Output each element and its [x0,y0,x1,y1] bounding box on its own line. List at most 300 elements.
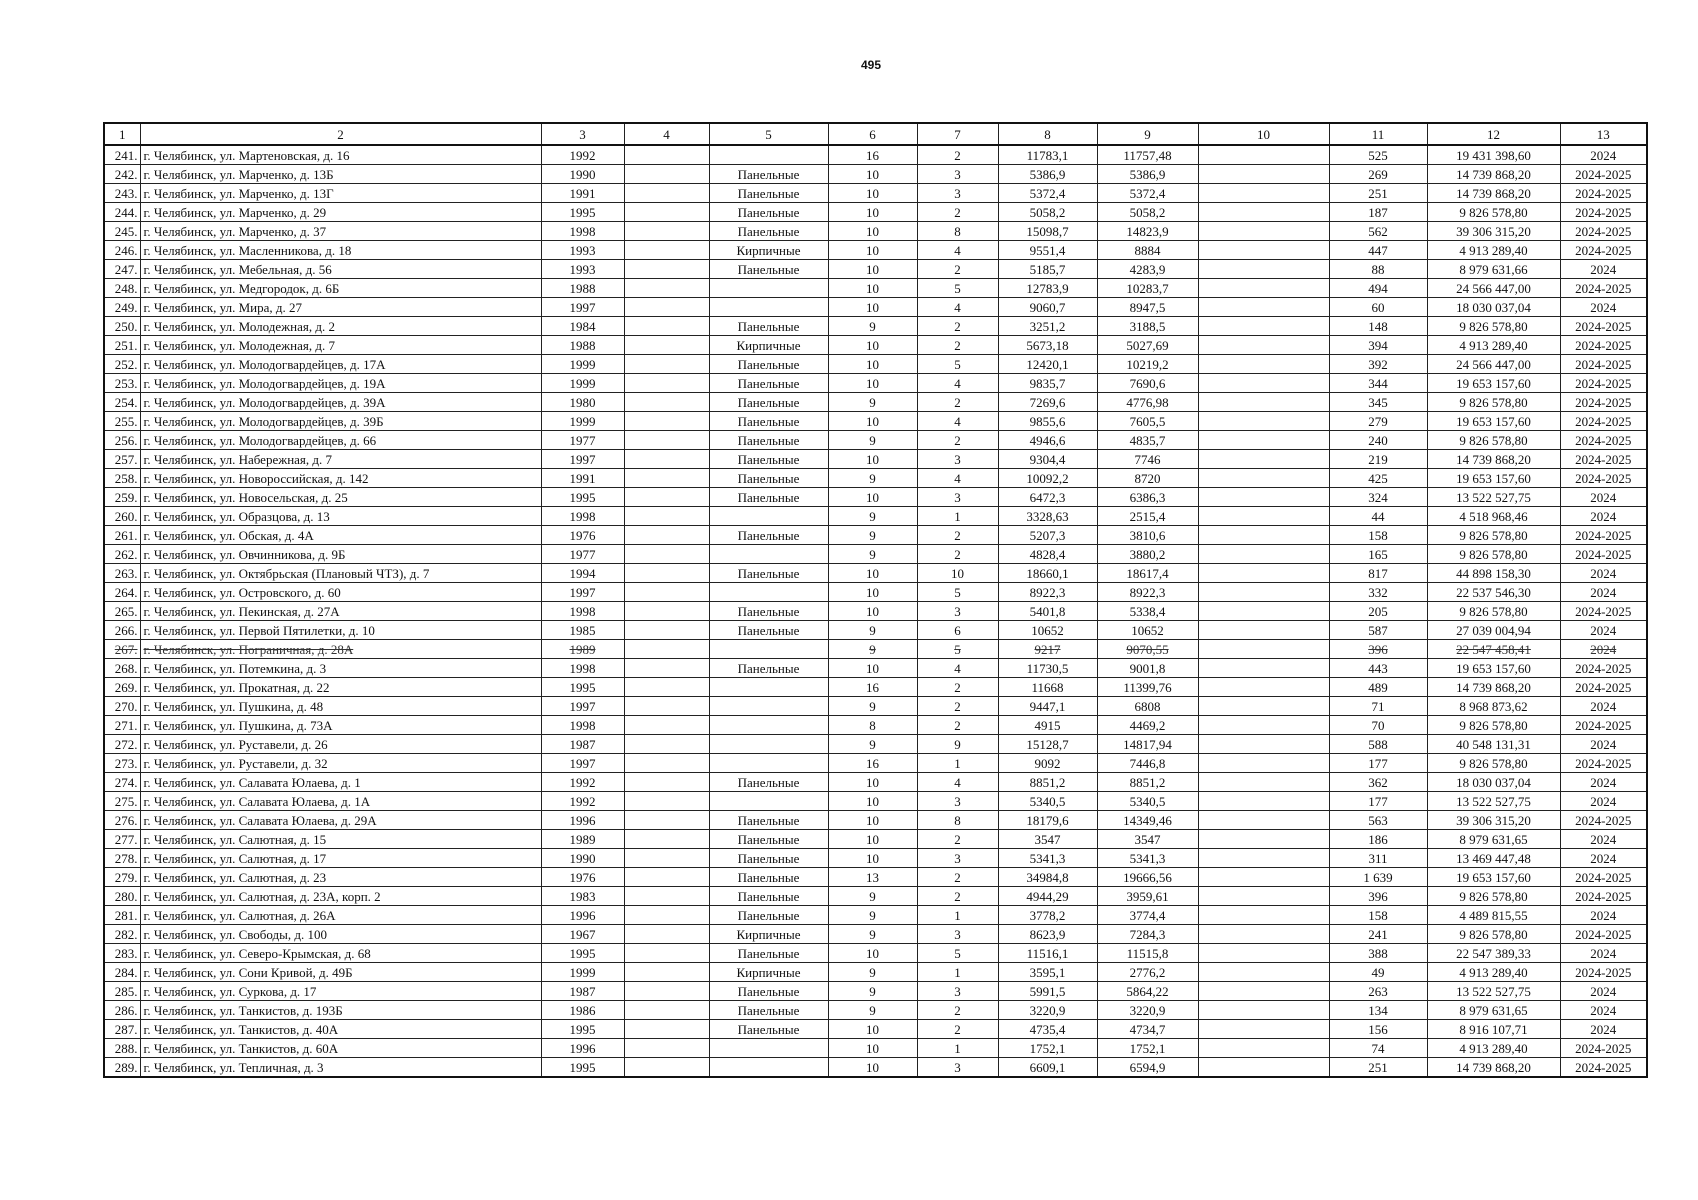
cell-year: 1998 [541,222,624,241]
cell-col-8: 5185,7 [998,260,1097,279]
cell-col-4 [624,145,709,165]
cell-col-9: 8947,5 [1097,298,1198,317]
table-row [104,336,1647,355]
cell-row-number: 284. [104,963,140,982]
cell-col-11: 494 [1329,279,1427,298]
cell-floors: 9 [828,982,917,1001]
cell-wall-material: Панельные [709,602,828,621]
cell-address: г. Челябинск, ул. Овчинникова, д. 9Б [140,545,541,564]
cell-col-9: 5340,5 [1097,792,1198,811]
cell-col-11: 396 [1329,887,1427,906]
cell-col-11: 88 [1329,260,1427,279]
table-row [104,754,1647,773]
cell-floors: 10 [828,298,917,317]
cell-col-4 [624,621,709,640]
table-row [104,811,1647,830]
cell-row-number: 252. [104,355,140,374]
cell-year: 1992 [541,792,624,811]
cell-col-9: 5386,9 [1097,165,1198,184]
cell-col-9: 8922,3 [1097,583,1198,602]
cell-col-9: 7746 [1097,450,1198,469]
cell-col-13: 2024 [1560,944,1647,963]
cell-address: г. Челябинск, ул. Салютная, д. 15 [140,830,541,849]
cell-address: г. Челябинск, ул. Сони Кривой, д. 49Б [140,963,541,982]
cell-col-10 [1198,982,1329,1001]
cell-floors: 9 [828,735,917,754]
cell-entrances: 3 [917,792,998,811]
cell-col-8: 8623,9 [998,925,1097,944]
cell-col-12: 24 566 447,00 [1427,279,1560,298]
cell-col-8: 5991,5 [998,982,1097,1001]
cell-row-number: 259. [104,488,140,507]
table-row [104,830,1647,849]
cell-col-4 [624,317,709,336]
cell-entrances: 1 [917,754,998,773]
cell-col-12: 19 653 157,60 [1427,868,1560,887]
cell-col-12: 19 653 157,60 [1427,412,1560,431]
cell-col-13: 2024-2025 [1560,716,1647,735]
cell-col-9: 9070,55 [1097,640,1198,659]
column-header-3: 3 [541,123,624,145]
cell-wall-material: Панельные [709,317,828,336]
cell-col-13: 2024 [1560,906,1647,925]
cell-entrances: 8 [917,222,998,241]
cell-year: 1995 [541,678,624,697]
table-row [104,412,1647,431]
cell-address: г. Челябинск, ул. Салавата Юлаева, д. 1 [140,773,541,792]
cell-address: г. Челябинск, ул. Молодогвардейцев, д. 19А [140,374,541,393]
cell-entrances: 4 [917,374,998,393]
cell-col-11: 156 [1329,1020,1427,1039]
table-row [104,241,1647,260]
cell-col-4 [624,412,709,431]
cell-entrances: 2 [917,678,998,697]
cell-entrances: 2 [917,260,998,279]
cell-address: г. Челябинск, ул. Руставели, д. 26 [140,735,541,754]
cell-col-12: 4 489 815,55 [1427,906,1560,925]
table-row [104,431,1647,450]
cell-col-10 [1198,697,1329,716]
cell-col-13: 2024 [1560,583,1647,602]
cell-col-13: 2024 [1560,982,1647,1001]
cell-col-10 [1198,431,1329,450]
cell-row-number: 254. [104,393,140,412]
cell-col-9: 18617,4 [1097,564,1198,583]
cell-col-4 [624,545,709,564]
table-row [104,583,1647,602]
cell-entrances: 4 [917,773,998,792]
cell-floors: 9 [828,469,917,488]
cell-wall-material: Кирпичные [709,925,828,944]
cell-col-11: 71 [1329,697,1427,716]
cell-col-10 [1198,488,1329,507]
cell-col-11: 563 [1329,811,1427,830]
cell-floors: 10 [828,336,917,355]
cell-col-9: 4835,7 [1097,431,1198,450]
cell-wall-material [709,583,828,602]
cell-col-4 [624,279,709,298]
cell-entrances: 9 [917,735,998,754]
cell-entrances: 2 [917,393,998,412]
cell-address: г. Челябинск, ул. Тепличная, д. 3 [140,1058,541,1078]
cell-col-13: 2024-2025 [1560,526,1647,545]
cell-entrances: 1 [917,1039,998,1058]
cell-col-4 [624,982,709,1001]
cell-col-8: 3547 [998,830,1097,849]
cell-wall-material [709,145,828,165]
cell-col-10 [1198,621,1329,640]
cell-entrances: 5 [917,944,998,963]
cell-col-4 [624,640,709,659]
cell-wall-material: Панельные [709,659,828,678]
cell-col-9: 5058,2 [1097,203,1198,222]
cell-col-13: 2024-2025 [1560,811,1647,830]
cell-col-13: 2024-2025 [1560,355,1647,374]
cell-col-11: 489 [1329,678,1427,697]
cell-col-10 [1198,754,1329,773]
cell-col-9: 6594,9 [1097,1058,1198,1078]
cell-col-12: 13 522 527,75 [1427,488,1560,507]
cell-entrances: 3 [917,1058,998,1078]
cell-col-9: 3547 [1097,830,1198,849]
cell-col-13: 2024-2025 [1560,374,1647,393]
cell-entrances: 2 [917,526,998,545]
cell-address: г. Челябинск, ул. Руставели, д. 32 [140,754,541,773]
cell-wall-material: Панельные [709,165,828,184]
column-header-11: 11 [1329,123,1427,145]
cell-col-10 [1198,602,1329,621]
cell-col-8: 10092,2 [998,469,1097,488]
cell-row-number: 273. [104,754,140,773]
cell-entrances: 2 [917,887,998,906]
cell-row-number: 287. [104,1020,140,1039]
cell-col-13: 2024-2025 [1560,754,1647,773]
cell-col-9: 5027,69 [1097,336,1198,355]
column-header-8: 8 [998,123,1097,145]
cell-wall-material: Панельные [709,203,828,222]
cell-col-10 [1198,317,1329,336]
cell-col-9: 1752,1 [1097,1039,1198,1058]
cell-col-4 [624,659,709,678]
cell-floors: 10 [828,184,917,203]
cell-row-number: 264. [104,583,140,602]
table-row [104,773,1647,792]
cell-row-number: 245. [104,222,140,241]
cell-row-number: 268. [104,659,140,678]
cell-col-4 [624,222,709,241]
table-row [104,145,1647,165]
cell-col-4 [624,1058,709,1078]
cell-col-9: 4283,9 [1097,260,1198,279]
cell-col-4 [624,697,709,716]
cell-col-11: 148 [1329,317,1427,336]
cell-col-13: 2024 [1560,773,1647,792]
cell-col-10 [1198,355,1329,374]
cell-wall-material: Панельные [709,393,828,412]
cell-col-10 [1198,374,1329,393]
cell-col-11: 396 [1329,640,1427,659]
cell-year: 1999 [541,963,624,982]
cell-entrances: 3 [917,925,998,944]
cell-col-13: 2024 [1560,640,1647,659]
cell-address: г. Челябинск, ул. Обская, д. 4А [140,526,541,545]
cell-row-number: 270. [104,697,140,716]
cell-col-4 [624,868,709,887]
cell-col-8: 15098,7 [998,222,1097,241]
cell-col-8: 4915 [998,716,1097,735]
cell-wall-material [709,545,828,564]
header-row [104,123,1647,145]
cell-floors: 9 [828,393,917,412]
cell-col-13: 2024 [1560,260,1647,279]
table-row [104,944,1647,963]
cell-floors: 10 [828,564,917,583]
cell-floors: 9 [828,640,917,659]
cell-address: г. Челябинск, ул. Северо-Крымская, д. 68 [140,944,541,963]
cell-col-9: 6808 [1097,697,1198,716]
cell-entrances: 4 [917,412,998,431]
cell-col-11: 177 [1329,754,1427,773]
cell-col-12: 9 826 578,80 [1427,754,1560,773]
cell-col-10 [1198,849,1329,868]
cell-col-12: 13 469 447,48 [1427,849,1560,868]
table-row [104,260,1647,279]
table-row [104,469,1647,488]
cell-floors: 10 [828,260,917,279]
cell-col-11: 394 [1329,336,1427,355]
cell-year: 1996 [541,906,624,925]
cell-wall-material: Панельные [709,222,828,241]
cell-col-10 [1198,963,1329,982]
table-row [104,887,1647,906]
cell-col-10 [1198,811,1329,830]
cell-col-10 [1198,830,1329,849]
cell-col-4 [624,336,709,355]
cell-col-10 [1198,1001,1329,1020]
cell-col-9: 4776,98 [1097,393,1198,412]
cell-col-13: 2024 [1560,830,1647,849]
cell-col-10 [1198,792,1329,811]
cell-floors: 10 [828,241,917,260]
cell-col-12: 9 826 578,80 [1427,203,1560,222]
cell-floors: 10 [828,165,917,184]
cell-col-12: 4 913 289,40 [1427,241,1560,260]
cell-wall-material [709,792,828,811]
cell-col-10 [1198,526,1329,545]
cell-col-8: 12783,9 [998,279,1097,298]
cell-col-9: 11515,8 [1097,944,1198,963]
cell-col-4 [624,830,709,849]
cell-col-13: 2024-2025 [1560,241,1647,260]
cell-year: 1991 [541,469,624,488]
cell-col-4 [624,450,709,469]
cell-col-4 [624,507,709,526]
cell-col-4 [624,754,709,773]
cell-floors: 10 [828,222,917,241]
cell-year: 1995 [541,488,624,507]
cell-row-number: 280. [104,887,140,906]
cell-address: г. Челябинск, ул. Медгородок, д. 6Б [140,279,541,298]
cell-col-12: 22 537 546,30 [1427,583,1560,602]
cell-col-11: 49 [1329,963,1427,982]
cell-address: г. Челябинск, ул. Свободы, д. 100 [140,925,541,944]
cell-col-8: 4944,29 [998,887,1097,906]
cell-entrances: 5 [917,355,998,374]
cell-floors: 9 [828,697,917,716]
cell-col-13: 2024-2025 [1560,678,1647,697]
cell-col-12: 19 431 398,60 [1427,145,1560,165]
cell-entrances: 1 [917,507,998,526]
cell-row-number: 285. [104,982,140,1001]
cell-col-4 [624,1001,709,1020]
cell-address: г. Челябинск, ул. Октябрьская (Плановый ЧТЗ), д. 7 [140,564,541,583]
cell-col-13: 2024-2025 [1560,222,1647,241]
cell-floors: 9 [828,906,917,925]
cell-row-number: 277. [104,830,140,849]
cell-col-4 [624,393,709,412]
cell-floors: 10 [828,203,917,222]
cell-row-number: 269. [104,678,140,697]
cell-col-13: 2024 [1560,621,1647,640]
cell-floors: 9 [828,507,917,526]
cell-col-13: 2024 [1560,507,1647,526]
table-row [104,393,1647,412]
cell-col-10 [1198,678,1329,697]
cell-col-13: 2024-2025 [1560,602,1647,621]
table-row [104,697,1647,716]
cell-col-8: 9304,4 [998,450,1097,469]
cell-wall-material: Панельные [709,621,828,640]
cell-floors: 16 [828,754,917,773]
cell-col-8: 5341,3 [998,849,1097,868]
cell-col-8: 5058,2 [998,203,1097,222]
cell-wall-material: Панельные [709,526,828,545]
cell-col-11: 447 [1329,241,1427,260]
cell-address: г. Челябинск, ул. Пекинская, д. 27А [140,602,541,621]
cell-col-8: 11783,1 [998,145,1097,165]
cell-year: 1987 [541,735,624,754]
cell-col-10 [1198,906,1329,925]
cell-col-12: 40 548 131,31 [1427,735,1560,754]
cell-entrances: 5 [917,279,998,298]
cell-col-9: 3810,6 [1097,526,1198,545]
data-table [103,122,1648,1078]
cell-row-number: 261. [104,526,140,545]
cell-col-9: 4734,7 [1097,1020,1198,1039]
cell-wall-material: Панельные [709,868,828,887]
column-header-9: 9 [1097,123,1198,145]
cell-col-8: 5207,3 [998,526,1097,545]
cell-col-11: 311 [1329,849,1427,868]
cell-address: г. Челябинск, ул. Молодогвардейцев, д. 66 [140,431,541,450]
cell-entrances: 10 [917,564,998,583]
table-row [104,1039,1647,1058]
cell-floors: 9 [828,526,917,545]
cell-year: 1990 [541,165,624,184]
cell-col-4 [624,678,709,697]
cell-col-9: 14817,94 [1097,735,1198,754]
cell-col-9: 7690,6 [1097,374,1198,393]
cell-col-8: 11730,5 [998,659,1097,678]
cell-address: г. Челябинск, ул. Салютная, д. 23 [140,868,541,887]
table-row [104,621,1647,640]
cell-col-8: 7269,6 [998,393,1097,412]
cell-col-10 [1198,887,1329,906]
cell-col-9: 10283,7 [1097,279,1198,298]
cell-wall-material: Панельные [709,260,828,279]
cell-col-8: 5386,9 [998,165,1097,184]
cell-row-number: 262. [104,545,140,564]
cell-entrances: 2 [917,697,998,716]
cell-row-number: 279. [104,868,140,887]
cell-year: 1999 [541,412,624,431]
cell-row-number: 281. [104,906,140,925]
cell-col-12: 9 826 578,80 [1427,887,1560,906]
table-row [104,659,1647,678]
cell-row-number: 278. [104,849,140,868]
cell-year: 1992 [541,773,624,792]
cell-entrances: 3 [917,982,998,1001]
cell-col-9: 2776,2 [1097,963,1198,982]
cell-col-12: 4 913 289,40 [1427,1039,1560,1058]
cell-col-11: 251 [1329,1058,1427,1078]
cell-col-9: 5372,4 [1097,184,1198,203]
cell-year: 1999 [541,374,624,393]
cell-col-11: 187 [1329,203,1427,222]
cell-col-13: 2024 [1560,1001,1647,1020]
cell-col-4 [624,1020,709,1039]
cell-col-12: 8 979 631,66 [1427,260,1560,279]
cell-col-12: 8 916 107,71 [1427,1020,1560,1039]
table-row [104,982,1647,1001]
cell-col-10 [1198,203,1329,222]
cell-col-9: 11399,76 [1097,678,1198,697]
cell-col-10 [1198,469,1329,488]
table-row [104,716,1647,735]
cell-wall-material: Кирпичные [709,241,828,260]
cell-col-4 [624,963,709,982]
cell-floors: 9 [828,545,917,564]
cell-wall-material: Панельные [709,355,828,374]
table-row [104,374,1647,393]
cell-col-11: 588 [1329,735,1427,754]
cell-wall-material: Панельные [709,982,828,1001]
cell-address: г. Челябинск, ул. Потемкина, д. 3 [140,659,541,678]
cell-col-13: 2024 [1560,298,1647,317]
cell-row-number: 288. [104,1039,140,1058]
cell-address: г. Челябинск, ул. Марченко, д. 37 [140,222,541,241]
cell-year: 1984 [541,317,624,336]
cell-wall-material: Панельные [709,944,828,963]
cell-address: г. Челябинск, ул. Танкистов, д. 40А [140,1020,541,1039]
cell-floors: 10 [828,488,917,507]
cell-col-13: 2024-2025 [1560,1058,1647,1078]
cell-address: г. Челябинск, ул. Молодежная, д. 2 [140,317,541,336]
cell-year: 1998 [541,507,624,526]
cell-row-number: 256. [104,431,140,450]
cell-col-9: 14349,46 [1097,811,1198,830]
cell-col-8: 5372,4 [998,184,1097,203]
cell-col-11: 525 [1329,145,1427,165]
cell-floors: 10 [828,944,917,963]
cell-row-number: 275. [104,792,140,811]
cell-entrances: 5 [917,640,998,659]
cell-entrances: 2 [917,1020,998,1039]
cell-address: г. Челябинск, ул. Салютная, д. 23А, корп. 2 [140,887,541,906]
cell-wall-material [709,279,828,298]
cell-wall-material [709,1058,828,1078]
cell-col-12: 18 030 037,04 [1427,298,1560,317]
